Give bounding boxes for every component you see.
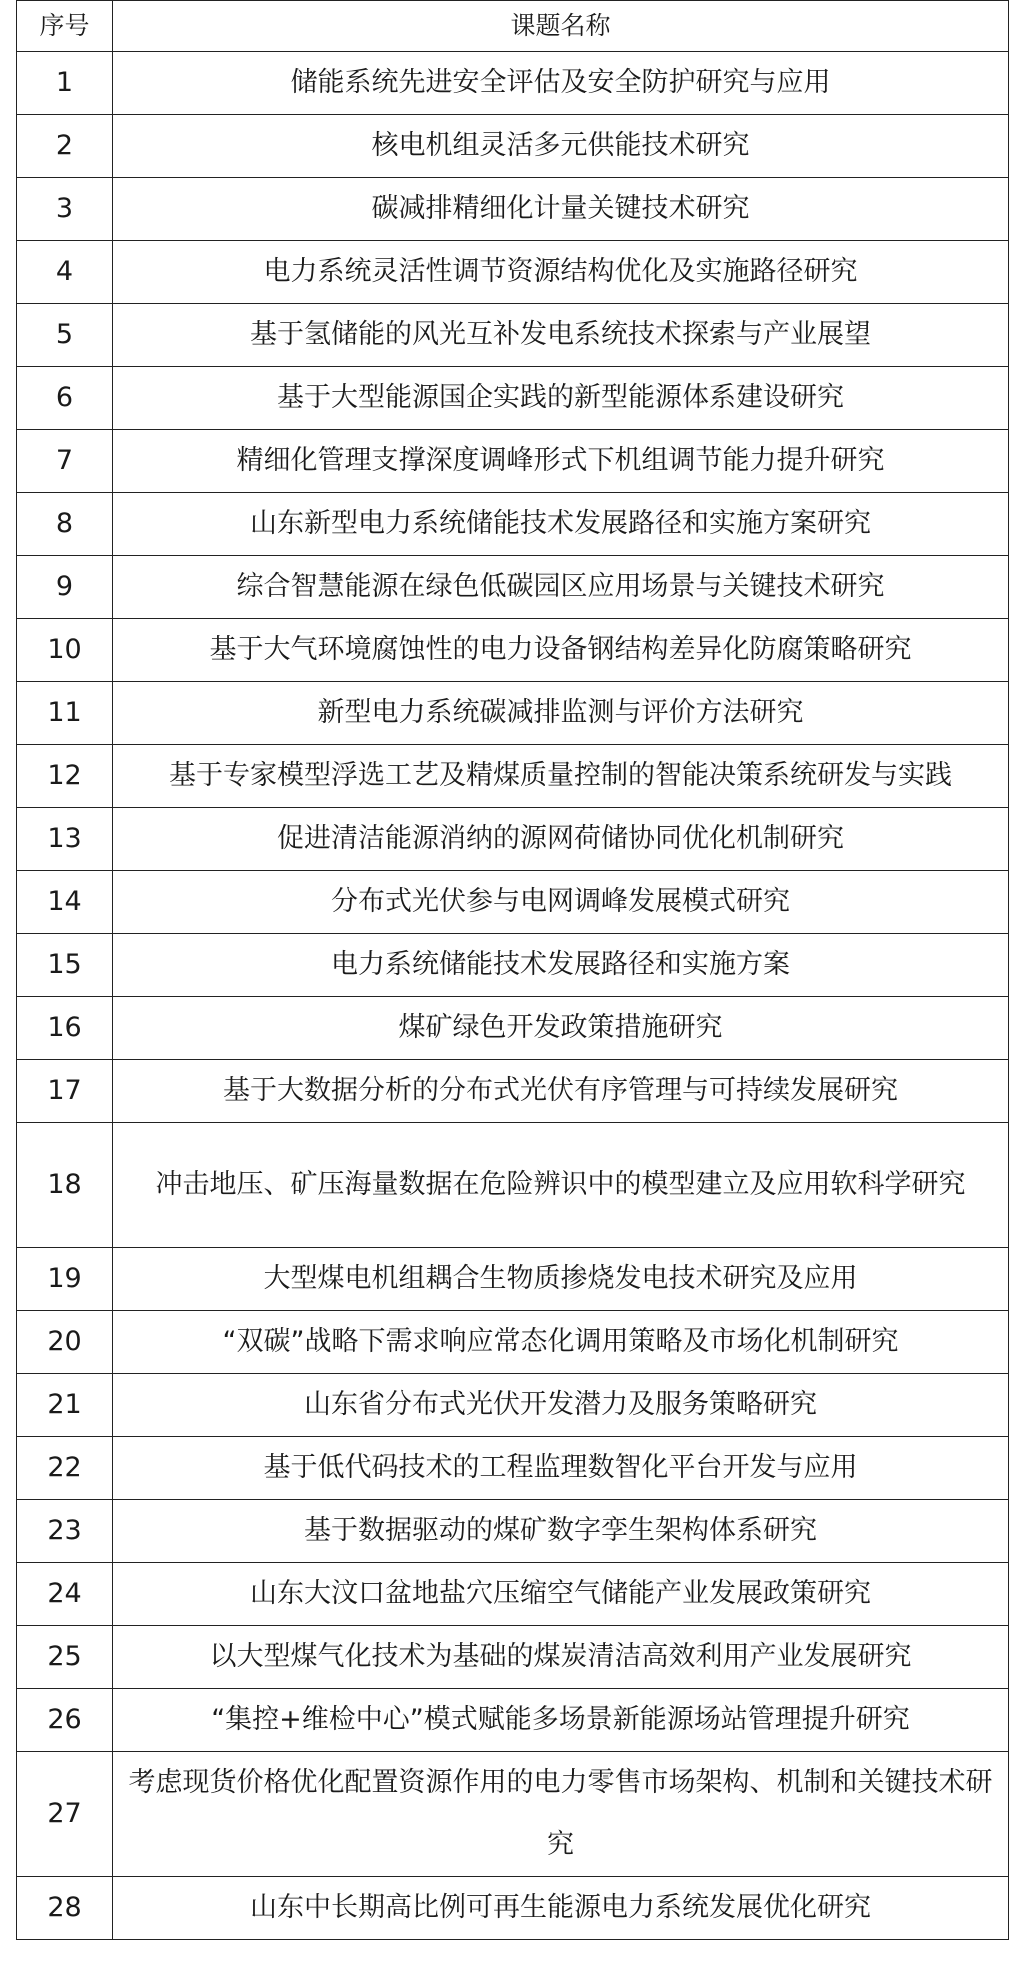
row-title: 山东新型电力系统储能技术发展路径和实施方案研究 [113, 493, 1009, 556]
row-title: “双碳”战略下需求响应常态化调用策略及市场化机制研究 [113, 1311, 1009, 1374]
row-title: 储能系统先进安全评估及安全防护研究与应用 [113, 52, 1009, 115]
row-index: 22 [17, 1437, 113, 1500]
table-row [17, 1563, 1009, 1626]
table-row [17, 1626, 1009, 1689]
table-row [17, 52, 1009, 115]
row-index: 10 [17, 619, 113, 682]
row-index: 23 [17, 1500, 113, 1563]
table-row [17, 1437, 1009, 1500]
row-title: 新型电力系统碳减排监测与评价方法研究 [113, 682, 1009, 745]
table-header [17, 1, 1009, 52]
row-title: 基于大气环境腐蚀性的电力设备钢结构差异化防腐策略研究 [113, 619, 1009, 682]
row-index: 26 [17, 1689, 113, 1752]
row-title: 考虑现货价格优化配置资源作用的电力零售市场架构、机制和关键技术研究 [113, 1752, 1009, 1877]
table-row [17, 1752, 1009, 1877]
table-row [17, 556, 1009, 619]
row-index: 4 [17, 241, 113, 304]
row-title: 核电机组灵活多元供能技术研究 [113, 115, 1009, 178]
column-header-index: 序号 [17, 1, 113, 52]
table-row [17, 430, 1009, 493]
table-row [17, 934, 1009, 997]
table-row [17, 304, 1009, 367]
table-row [17, 871, 1009, 934]
row-title: 以大型煤气化技术为基础的煤炭清洁高效利用产业发展研究 [113, 1626, 1009, 1689]
table-row [17, 997, 1009, 1060]
table-row [17, 1123, 1009, 1248]
row-title: 基于大型能源国企实践的新型能源体系建设研究 [113, 367, 1009, 430]
table-row [17, 1311, 1009, 1374]
row-title: 精细化管理支撑深度调峰形式下机组调节能力提升研究 [113, 430, 1009, 493]
row-index: 11 [17, 682, 113, 745]
row-title: 基于大数据分析的分布式光伏有序管理与可持续发展研究 [113, 1060, 1009, 1123]
row-title: 大型煤电机组耦合生物质掺烧发电技术研究及应用 [113, 1248, 1009, 1311]
row-index: 17 [17, 1060, 113, 1123]
research-topics-table [16, 0, 1009, 1940]
table-row [17, 1877, 1009, 1940]
row-index: 21 [17, 1374, 113, 1437]
row-index: 25 [17, 1626, 113, 1689]
row-index: 8 [17, 493, 113, 556]
row-title: 碳减排精细化计量关键技术研究 [113, 178, 1009, 241]
row-index: 7 [17, 430, 113, 493]
table-row [17, 1500, 1009, 1563]
row-title: 煤矿绿色开发政策措施研究 [113, 997, 1009, 1060]
row-title: 基于氢储能的风光互补发电系统技术探索与产业展望 [113, 304, 1009, 367]
table-row [17, 682, 1009, 745]
table-row [17, 1060, 1009, 1123]
row-title: 促进清洁能源消纳的源网荷储协同优化机制研究 [113, 808, 1009, 871]
row-title: 山东省分布式光伏开发潜力及服务策略研究 [113, 1374, 1009, 1437]
row-title: 山东大汶口盆地盐穴压缩空气储能产业发展政策研究 [113, 1563, 1009, 1626]
row-title: 综合智慧能源在绿色低碳园区应用场景与关键技术研究 [113, 556, 1009, 619]
row-title: 分布式光伏参与电网调峰发展模式研究 [113, 871, 1009, 934]
row-index: 28 [17, 1877, 113, 1940]
row-index: 12 [17, 745, 113, 808]
row-index: 6 [17, 367, 113, 430]
row-index: 27 [17, 1752, 113, 1877]
row-title: 基于专家模型浮选工艺及精煤质量控制的智能决策系统研发与实践 [113, 745, 1009, 808]
row-title: 冲击地压、矿压海量数据在危险辨识中的模型建立及应用软科学研究 [113, 1123, 1009, 1248]
row-index: 1 [17, 52, 113, 115]
row-index: 16 [17, 997, 113, 1060]
row-index: 15 [17, 934, 113, 997]
row-title: 电力系统灵活性调节资源结构优化及实施路径研究 [113, 241, 1009, 304]
row-index: 9 [17, 556, 113, 619]
table-row [17, 493, 1009, 556]
row-index: 18 [17, 1123, 113, 1248]
row-title: 山东中长期高比例可再生能源电力系统发展优化研究 [113, 1877, 1009, 1940]
table-row [17, 1689, 1009, 1752]
table-row [17, 115, 1009, 178]
header-row [17, 1, 1009, 52]
table-row [17, 1374, 1009, 1437]
row-index: 19 [17, 1248, 113, 1311]
table-row [17, 619, 1009, 682]
table-row [17, 178, 1009, 241]
row-index: 13 [17, 808, 113, 871]
row-index: 3 [17, 178, 113, 241]
table-row [17, 1248, 1009, 1311]
row-index: 14 [17, 871, 113, 934]
table-row [17, 367, 1009, 430]
row-title: 基于低代码技术的工程监理数智化平台开发与应用 [113, 1437, 1009, 1500]
row-index: 20 [17, 1311, 113, 1374]
table-row [17, 745, 1009, 808]
table-row [17, 808, 1009, 871]
table-body [17, 52, 1009, 1940]
row-index: 24 [17, 1563, 113, 1626]
row-title: “集控+维检中心”模式赋能多场景新能源场站管理提升研究 [113, 1689, 1009, 1752]
row-index: 5 [17, 304, 113, 367]
row-index: 2 [17, 115, 113, 178]
row-title: 基于数据驱动的煤矿数字孪生架构体系研究 [113, 1500, 1009, 1563]
row-title: 电力系统储能技术发展路径和实施方案 [113, 934, 1009, 997]
table-row [17, 241, 1009, 304]
column-header-title: 课题名称 [113, 1, 1009, 52]
